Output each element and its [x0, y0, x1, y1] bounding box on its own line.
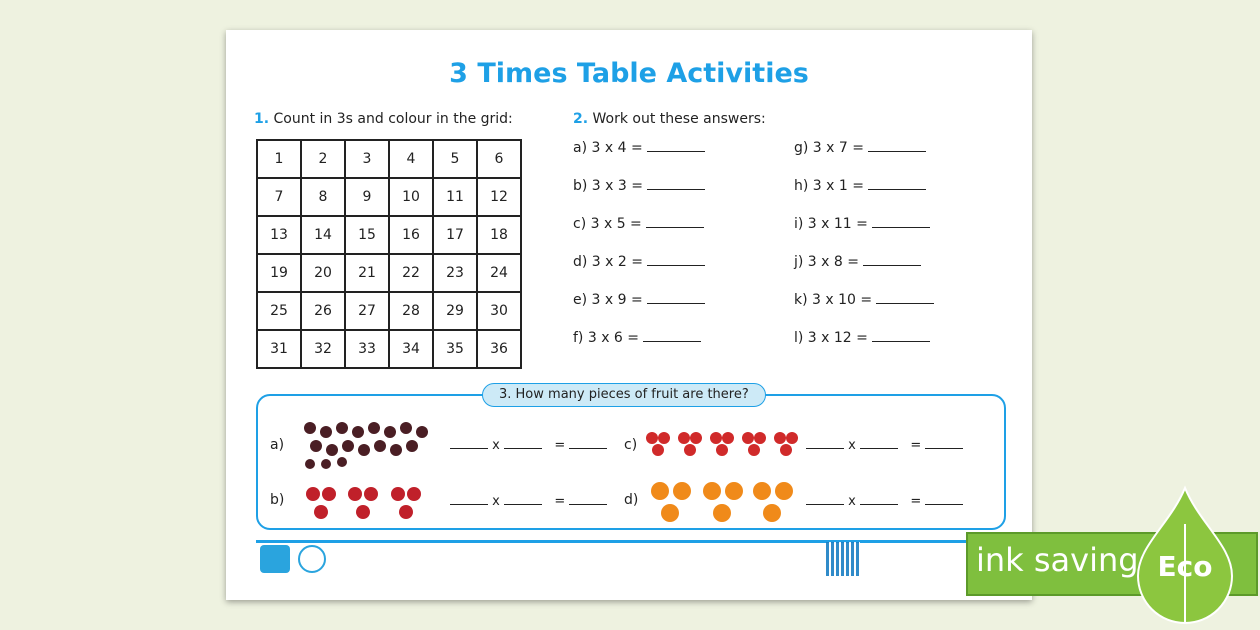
answer-blank[interactable] [868, 177, 926, 190]
worksheet [226, 30, 1032, 600]
answer-blank[interactable] [863, 253, 921, 266]
answer-blank[interactable] [643, 329, 701, 342]
answer-blank[interactable] [647, 291, 705, 304]
answer-blank[interactable] [647, 177, 705, 190]
answer-item [573, 215, 704, 232]
leaf-drop-icon [1130, 484, 1240, 624]
grid-cell[interactable]: 7 [257, 178, 301, 216]
grid-cell[interactable]: 15 [345, 216, 389, 254]
answer-item [573, 139, 705, 156]
grid-cell[interactable]: 20 [301, 254, 345, 292]
grid-row [257, 216, 521, 254]
answer-item [794, 215, 930, 232]
answer-blank[interactable] [647, 253, 705, 266]
answer-question: c) 3 x 5 = [573, 216, 642, 232]
answer-blank[interactable] [876, 291, 934, 304]
answer-question: h) 3 x 1 = [794, 178, 864, 194]
answer-question: g) 3 x 7 = [794, 140, 864, 156]
answer-question: l) 3 x 12 = [794, 330, 868, 346]
grid-cell[interactable]: 29 [433, 292, 477, 330]
grid-cell[interactable]: 14 [301, 216, 345, 254]
approved-logo-icon [298, 545, 326, 573]
grid-cell[interactable]: 23 [433, 254, 477, 292]
page-title: 3 Times Table Activities [449, 58, 809, 89]
q2-heading: 2. Work out these answers: [573, 111, 766, 127]
quality-logo-icon [260, 545, 290, 573]
fruit-label-a: a) [270, 437, 285, 453]
answer-question: e) 3 x 9 = [573, 292, 643, 308]
grid-row [257, 330, 521, 368]
answer-item [794, 253, 921, 270]
grid-cell[interactable]: 26 [301, 292, 345, 330]
grid-cell[interactable]: 34 [389, 330, 433, 368]
equation-b: x = [450, 494, 607, 509]
grid-cell[interactable]: 9 [345, 178, 389, 216]
grid-cell[interactable]: 28 [389, 292, 433, 330]
grid-cell[interactable]: 4 [389, 140, 433, 178]
answer-blank[interactable] [646, 215, 704, 228]
grid-cell[interactable]: 8 [301, 178, 345, 216]
grid-cell[interactable]: 11 [433, 178, 477, 216]
answer-blank[interactable] [872, 215, 930, 228]
grid-cell[interactable]: 13 [257, 216, 301, 254]
answer-blank[interactable] [647, 139, 705, 152]
answer-item [573, 253, 705, 270]
strawberries-icon [304, 484, 424, 524]
equation-a: x = [450, 438, 607, 453]
grid-cell[interactable]: 32 [301, 330, 345, 368]
answer-item [794, 291, 934, 308]
answer-item [794, 139, 926, 156]
answer-question: i) 3 x 11 = [794, 216, 868, 232]
answer-question: d) 3 x 2 = [573, 254, 643, 270]
grid-cell[interactable]: 21 [345, 254, 389, 292]
answer-item [573, 329, 701, 346]
grid-row [257, 178, 521, 216]
fruit-label-b: b) [270, 492, 285, 508]
grid-cell[interactable]: 5 [433, 140, 477, 178]
grid-cell[interactable]: 3 [345, 140, 389, 178]
grid-cell[interactable]: 36 [477, 330, 521, 368]
footer-divider [256, 540, 1002, 543]
answer-item [573, 291, 705, 308]
grid-cell[interactable]: 31 [257, 330, 301, 368]
grid-cell[interactable]: 6 [477, 140, 521, 178]
grid-cell[interactable]: 18 [477, 216, 521, 254]
grid-cell[interactable]: 2 [301, 140, 345, 178]
answer-question: k) 3 x 10 = [794, 292, 873, 308]
oranges-icon [650, 481, 800, 525]
grid-cell[interactable]: 30 [477, 292, 521, 330]
q3-title: 3. How many pieces of fruit are there? [482, 383, 766, 407]
grid-cell[interactable]: 19 [257, 254, 301, 292]
answer-blank[interactable] [872, 329, 930, 342]
grid-row [257, 292, 521, 330]
q1-heading: 1. Count in 3s and colour in the grid: [254, 111, 513, 127]
grid-cell[interactable]: 25 [257, 292, 301, 330]
answer-question: b) 3 x 3 = [573, 178, 643, 194]
eco-label: ink saving [976, 541, 1139, 579]
grid-cell[interactable]: 17 [433, 216, 477, 254]
grid-row [257, 254, 521, 292]
grid-cell[interactable]: 35 [433, 330, 477, 368]
answer-item [573, 177, 705, 194]
answer-question: f) 3 x 6 = [573, 330, 640, 346]
fruit-label-d: d) [624, 492, 639, 508]
eco-badge: Eco [1157, 550, 1213, 583]
grid-cell[interactable]: 16 [389, 216, 433, 254]
grid-cell[interactable]: 1 [257, 140, 301, 178]
grid-row [257, 140, 521, 178]
answer-question: a) 3 x 4 = [573, 140, 643, 156]
hundred-grid [256, 139, 522, 369]
grid-cell[interactable]: 33 [345, 330, 389, 368]
grid-cell[interactable]: 24 [477, 254, 521, 292]
grid-cell[interactable]: 10 [389, 178, 433, 216]
blackberries-icon [302, 418, 432, 470]
answer-item [794, 177, 926, 194]
fruit-label-c: c) [624, 437, 638, 453]
answer-question: j) 3 x 8 = [794, 254, 859, 270]
cherries-icon [646, 428, 802, 458]
grid-cell[interactable]: 22 [389, 254, 433, 292]
grid-cell[interactable]: 12 [477, 178, 521, 216]
answer-item [794, 329, 930, 346]
qr-code-icon [826, 542, 860, 576]
answer-blank[interactable] [868, 139, 926, 152]
grid-cell[interactable]: 27 [345, 292, 389, 330]
equation-c: x = [806, 438, 963, 453]
equation-d: x = [806, 494, 963, 509]
